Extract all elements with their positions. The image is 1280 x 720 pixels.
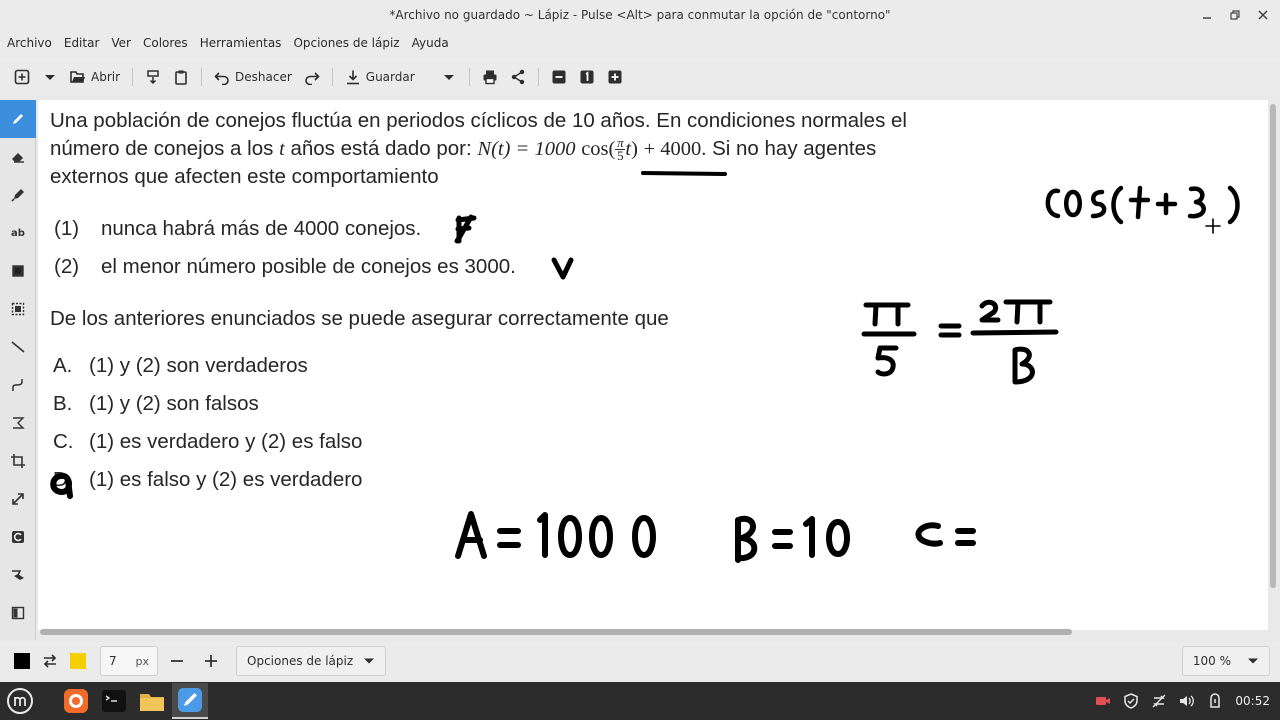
problem-line-2-post: Si no hay agentes xyxy=(712,137,877,160)
fraction-numerator: π xyxy=(617,135,624,151)
window-controls xyxy=(1198,6,1272,24)
redo-icon xyxy=(304,69,320,85)
statement-2-text: el menor número posible de conejos es 3000. xyxy=(101,255,516,278)
crop-icon xyxy=(10,453,26,469)
menu-opciones-lapiz[interactable]: Opciones de lápiz xyxy=(293,36,400,50)
window-title: *Archivo no guardado ~ Lápiz - Pulse <Alt> para conmutar la opción de "contorno" xyxy=(389,8,891,22)
selection-icon xyxy=(10,301,26,317)
tool-crop[interactable] xyxy=(0,442,36,480)
zoom-dropdown[interactable] xyxy=(1182,646,1270,676)
import-button[interactable] xyxy=(139,63,167,91)
close-icon xyxy=(1258,10,1268,20)
title-bar xyxy=(0,0,1280,30)
taskbar xyxy=(0,682,1280,720)
option-d-text: (1) es falso y (2) es verdadero xyxy=(89,468,363,491)
formula-rhs: + 4000. xyxy=(643,138,707,160)
decrease-size-button[interactable] xyxy=(160,646,194,676)
formula-cos: cos xyxy=(581,138,609,160)
folder-icon xyxy=(139,688,165,714)
statement-1-text: nunca habrá más de 4000 conejos. xyxy=(101,217,422,240)
free-shape-icon xyxy=(10,415,26,431)
zoom-reset-button[interactable] xyxy=(573,63,601,91)
secondary-color-button[interactable] xyxy=(64,646,92,676)
curve-icon xyxy=(10,377,26,393)
tool-size-unit: px xyxy=(135,654,149,668)
menu-ver[interactable]: Ver xyxy=(111,36,131,50)
tool-size-value: 7 xyxy=(109,654,117,668)
drawing-canvas[interactable] xyxy=(38,100,1268,630)
statement-1-number: (1) xyxy=(54,217,80,240)
zoom-original-icon xyxy=(579,69,595,85)
tool-skew[interactable] xyxy=(0,594,36,632)
shield-icon[interactable] xyxy=(1123,693,1139,709)
volume-icon[interactable] xyxy=(1179,693,1195,709)
tool-free-shape[interactable] xyxy=(0,404,36,442)
text-icon: ab xyxy=(11,227,25,239)
redo-button[interactable] xyxy=(298,63,326,91)
restore-icon xyxy=(1230,10,1240,20)
tool-filters[interactable] xyxy=(0,556,36,594)
firefox-icon xyxy=(63,688,89,714)
clock[interactable]: 00:52 xyxy=(1235,694,1270,708)
problem-line-1: Una población de conejos fluctúa en periodos cíclicos de 10 años. En condiciones normales el xyxy=(50,109,907,132)
ink-a-value xyxy=(458,514,653,556)
drawing-app-icon xyxy=(177,687,203,713)
main-toolbar xyxy=(0,58,1280,96)
save-dropdown-button[interactable] xyxy=(435,63,463,91)
taskbar-drawing[interactable] xyxy=(172,683,208,719)
download-icon xyxy=(345,69,361,85)
toolbar-separator xyxy=(201,68,202,86)
maximize-button[interactable] xyxy=(1226,6,1244,24)
formula-lhs: N(t) = 1000 xyxy=(477,138,576,160)
screen-recorder-icon[interactable] xyxy=(1095,693,1111,709)
option-c-text: (1) es verdadero y (2) es falso xyxy=(89,430,363,453)
pencil-options-dropdown[interactable] xyxy=(236,646,386,676)
undo-label: Deshacer xyxy=(235,70,292,84)
tool-size-field[interactable] xyxy=(100,646,158,676)
zoom-in-button[interactable] xyxy=(601,63,629,91)
tool-scale[interactable] xyxy=(0,480,36,518)
statement-2-number: (2) xyxy=(54,255,80,278)
skew-icon xyxy=(10,605,26,621)
chevron-down-icon xyxy=(1247,655,1259,667)
taskbar-files[interactable] xyxy=(134,683,170,719)
menu-editar[interactable]: Editar xyxy=(63,36,100,50)
open-label: Abrir xyxy=(91,70,121,84)
option-a-text: (1) y (2) son verdaderos xyxy=(89,354,308,377)
tool-selection[interactable] xyxy=(0,290,36,328)
close-button[interactable] xyxy=(1254,6,1272,24)
terminal-icon xyxy=(101,688,127,714)
tool-curve[interactable] xyxy=(0,366,36,404)
pencil-options-label: Opciones de lápiz xyxy=(247,654,354,668)
chevron-down-icon xyxy=(363,655,375,667)
option-b-letter: B. xyxy=(53,392,73,415)
chevron-down-icon xyxy=(441,69,457,85)
zoom-out-button[interactable] xyxy=(545,63,573,91)
start-menu-button[interactable] xyxy=(2,683,38,719)
new-icon xyxy=(14,69,30,85)
tool-text[interactable] xyxy=(0,214,36,252)
var-t: t xyxy=(279,138,285,160)
option-b-text: (1) y (2) son falsos xyxy=(89,392,259,415)
chevron-down-icon xyxy=(42,69,58,85)
undo-icon xyxy=(214,69,230,85)
save-label: Guardar xyxy=(365,70,415,84)
menu-archivo[interactable]: Archivo xyxy=(7,36,52,50)
line-icon xyxy=(10,339,26,355)
problem-line-2-mid: años está dado por: xyxy=(290,137,472,160)
ink-underline xyxy=(643,173,725,174)
cursor-crosshair xyxy=(1206,219,1220,233)
toolbar-separator xyxy=(332,68,333,86)
formula-var-t: t xyxy=(625,138,632,160)
secondary-color-swatch xyxy=(70,653,86,669)
vertical-scrollbar[interactable] xyxy=(1270,104,1276,588)
fraction-denominator: 5 xyxy=(617,148,624,164)
undo-button[interactable] xyxy=(208,63,298,91)
formula-paren-close: ) xyxy=(631,138,638,160)
ink-b-value xyxy=(738,519,847,560)
swap-colors-button[interactable] xyxy=(36,646,64,676)
swap-icon xyxy=(42,653,58,669)
zoom-level: 100 % xyxy=(1192,654,1231,668)
rotate-icon xyxy=(10,529,26,545)
open-icon xyxy=(70,69,86,85)
menu-bar xyxy=(0,30,1280,56)
printer-icon xyxy=(482,69,498,85)
ink-c-value xyxy=(918,525,973,543)
ink-cos-expression xyxy=(1048,188,1238,222)
new-dropdown-button[interactable] xyxy=(36,63,64,91)
filters-icon xyxy=(10,567,26,583)
zoom-in-icon xyxy=(607,69,623,85)
ink-fraction-equation xyxy=(864,302,1056,382)
power-battery-icon[interactable] xyxy=(1207,693,1223,709)
menu-herramientas[interactable]: Herramientas xyxy=(199,36,282,50)
eraser-icon xyxy=(10,149,26,165)
clipboard-icon xyxy=(173,69,189,85)
tool-pencil[interactable] xyxy=(0,100,36,138)
ink-mark-v xyxy=(554,260,571,277)
tool-highlighter[interactable] xyxy=(0,176,36,214)
option-d-letter: D. xyxy=(53,468,74,491)
question-text: De los anteriores enunciados se puede asegurar correctamente que xyxy=(50,307,669,330)
print-button[interactable] xyxy=(476,63,504,91)
tool-eraser[interactable] xyxy=(0,138,36,176)
tool-rotate[interactable] xyxy=(0,518,36,556)
ink-mark-f xyxy=(457,217,474,241)
import-icon xyxy=(145,69,161,85)
tool-palette xyxy=(0,100,36,640)
size-stepper xyxy=(160,646,228,676)
ink-circle-d xyxy=(53,476,70,496)
plus-icon xyxy=(204,654,218,668)
increase-size-button[interactable] xyxy=(194,646,228,676)
share-button[interactable] xyxy=(504,63,532,91)
open-button[interactable] xyxy=(64,63,126,91)
primary-color-button[interactable] xyxy=(8,646,36,676)
system-tray xyxy=(1095,682,1270,720)
linux-mint-logo-icon xyxy=(6,687,34,715)
taskbar-terminal[interactable] xyxy=(96,683,132,719)
network-icon[interactable] xyxy=(1151,693,1167,709)
paste-button[interactable] xyxy=(167,63,195,91)
minimize-icon xyxy=(1202,10,1212,20)
rectangle-icon xyxy=(10,263,26,279)
menu-ayuda[interactable]: Ayuda xyxy=(411,36,449,50)
pencil-icon xyxy=(10,111,26,127)
toolbar-separator xyxy=(469,68,470,86)
highlighter-icon xyxy=(10,187,26,203)
toolbar-separator xyxy=(132,68,133,86)
share-icon xyxy=(510,69,526,85)
save-button[interactable] xyxy=(339,63,421,91)
ink-layer xyxy=(38,100,1268,630)
problem-line-3: externos que afecten este comportamiento xyxy=(50,165,439,188)
toolbar-separator xyxy=(538,68,539,86)
minus-icon xyxy=(170,654,184,668)
menu-colores[interactable]: Colores xyxy=(142,36,188,50)
option-c-letter: C. xyxy=(53,430,74,453)
tool-rectangle[interactable] xyxy=(0,252,36,290)
horizontal-scrollbar[interactable] xyxy=(40,629,1072,635)
options-bar xyxy=(0,642,1280,680)
tool-line[interactable] xyxy=(0,328,36,366)
taskbar-firefox[interactable] xyxy=(58,683,94,719)
problem-line-2-pre: número de conejos a los xyxy=(50,137,274,160)
zoom-out-icon xyxy=(551,69,567,85)
option-a-letter: A. xyxy=(53,354,73,377)
new-button[interactable] xyxy=(8,63,36,91)
formula-paren-open: ( xyxy=(608,138,616,160)
minimize-button[interactable] xyxy=(1198,6,1216,24)
primary-color-swatch xyxy=(14,653,30,669)
scale-icon xyxy=(10,491,26,507)
